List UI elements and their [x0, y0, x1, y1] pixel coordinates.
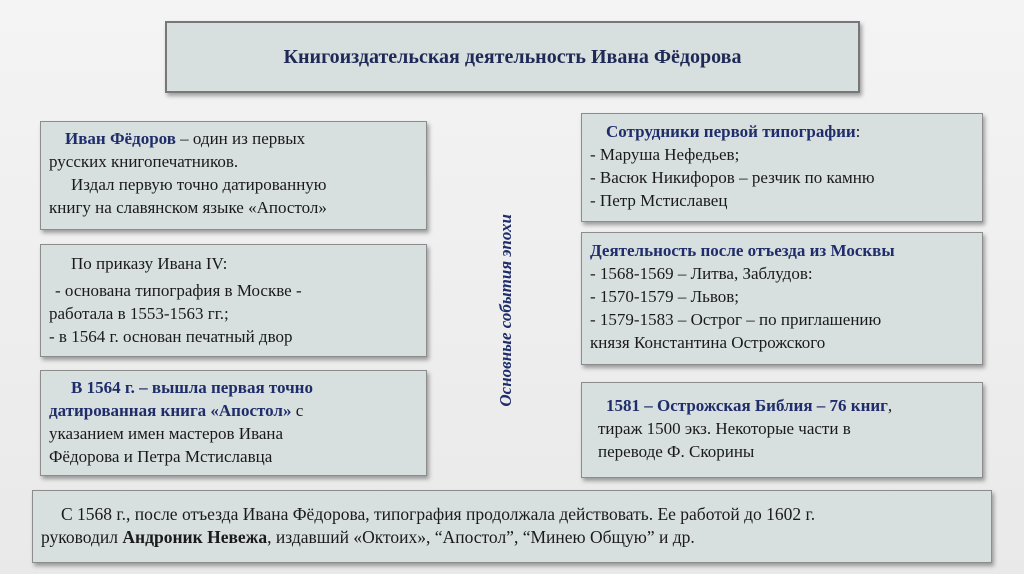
- after-departure-line1: С 1568 г., после отъезда Ивана Фёдорова, типография продолжала действовать. Ее работой до 1602 г.: [61, 504, 816, 524]
- fedorov-intro-line2: русских книгопечатников.: [49, 152, 239, 171]
- after-moscow-box: [581, 232, 983, 365]
- staff-heading: Сотрудники первой типографии: [606, 122, 856, 141]
- apostol-1564-box: [40, 370, 427, 476]
- fedorov-intro-box: [40, 121, 427, 230]
- vertical-label: [476, 180, 536, 440]
- after-moscow-item: князя Константина Острожского: [590, 333, 826, 352]
- staff-item: - Васюк Никифоров – резчик по камню: [590, 168, 875, 187]
- order-line2: - основана типография в Москве -: [55, 281, 302, 300]
- title-banner: [165, 21, 860, 93]
- staff-item: - Петр Мстиславец: [590, 191, 728, 210]
- andronik-nevezha: Андроник Невежа: [122, 527, 268, 547]
- fedorov-intro-rest: – один из первых: [175, 129, 306, 148]
- apostol-line3: указанием имен мастеров Ивана: [49, 424, 284, 443]
- order-line1: По приказу Ивана IV:: [71, 254, 228, 273]
- order-line3: работала в 1553-1563 гг.;: [49, 304, 229, 323]
- apostol-bold-line1: В 1564 г. – вышла первая точно: [71, 378, 313, 397]
- after-departure-box: [32, 490, 992, 563]
- fedorov-name: Иван Фёдоров: [65, 129, 176, 148]
- apostol-line4: Фёдорова и Петра Мстиславца: [49, 447, 273, 466]
- after-departure-line2-pre: руководил: [41, 527, 123, 547]
- vertical-label-text: Основные события эпохи: [496, 213, 515, 407]
- staff-item: - Маруша Нефедьев;: [590, 145, 740, 164]
- ivan-iv-order-box: [40, 244, 427, 357]
- after-departure-line2-rest: , издавший «Октоих», “Апостол”, “Минею Общую” и др.: [267, 527, 695, 547]
- page-title: Книгоиздательская деятельность Ивана Фёдорова: [283, 45, 742, 68]
- apostol-line2-rest: с: [291, 401, 304, 420]
- after-moscow-item: - 1570-1579 – Львов;: [590, 287, 740, 306]
- ostrog-bible-bold-rest: ,: [887, 396, 893, 415]
- apostol-bold-line2: датированная книга «Апостол»: [49, 401, 292, 420]
- after-moscow-item: - 1579-1583 – Острог – по приглашению: [590, 310, 882, 329]
- ostrog-bible-line2: тираж 1500 экз. Некоторые части в: [598, 419, 851, 438]
- ostrog-bible-line3: переводе Ф. Скорины: [598, 442, 755, 461]
- ostrog-bible-bold: 1581 – Острожская Библия – 76 книг: [606, 396, 888, 415]
- after-moscow-item: - 1568-1569 – Литва, Заблудов:: [590, 264, 813, 283]
- staff-heading-rest: :: [855, 122, 861, 141]
- staff-box: [581, 113, 983, 222]
- after-moscow-heading: Деятельность после отъезда из Москвы: [590, 241, 895, 260]
- ostrog-bible-box: [581, 382, 983, 478]
- fedorov-intro-line3: Издал первую точно датированную: [71, 175, 327, 194]
- order-line4: - в 1564 г. основан печатный двор: [49, 327, 293, 346]
- fedorov-intro-line4: книгу на славянском языке «Апостол»: [49, 198, 327, 217]
